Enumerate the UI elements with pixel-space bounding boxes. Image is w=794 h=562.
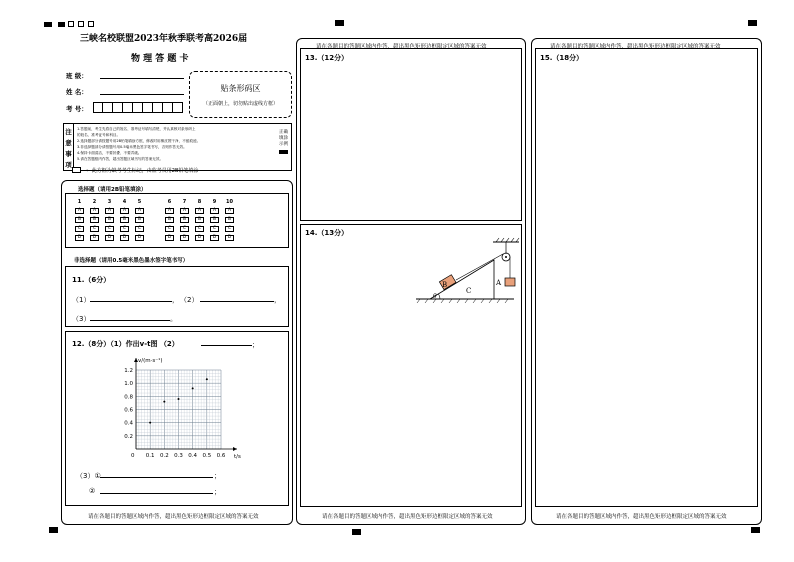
q11-blank2[interactable] — [200, 293, 274, 302]
option-bubble[interactable]: A — [90, 208, 99, 214]
q14-title: 14.（13分） — [305, 229, 349, 237]
y-tick-label: 0.2 — [124, 433, 133, 440]
label-theta: θ — [433, 293, 437, 300]
origin-label: 0 — [131, 453, 135, 459]
choice-number: 1 — [77, 199, 82, 205]
exam-title: 三峡名校联盟2023年秋季联考高2026届 — [80, 34, 248, 44]
position-mark — [58, 22, 65, 27]
option-bubble[interactable]: C — [120, 226, 129, 232]
position-mark — [44, 22, 52, 27]
graph-axes — [134, 358, 237, 451]
option-bubble[interactable]: D — [180, 235, 189, 241]
x-tick-label: 0.1 — [145, 453, 155, 459]
warning-text: 请在各题目的答题区域内作答，超出黑色矩形边框限定区域的答案无效 — [88, 514, 259, 520]
notice-side: 注 意 事 项 — [64, 124, 74, 170]
label-b: B — [442, 281, 448, 289]
option-bubble[interactable]: B — [75, 217, 84, 223]
q13-box — [300, 48, 522, 221]
option-bubble[interactable]: B — [180, 217, 189, 223]
x-axis-label: t/s — [234, 454, 241, 460]
option-bubble[interactable]: A — [165, 208, 174, 214]
y-axis-label: v/(m·s⁻¹) — [138, 358, 163, 364]
q13-title: 13.（12分） — [305, 54, 349, 62]
q15-box — [535, 48, 758, 507]
q11-blank3[interactable] — [90, 312, 170, 321]
position-mark — [49, 527, 58, 533]
x-tick-label: 0.3 — [174, 453, 183, 459]
option-bubble[interactable]: C — [105, 226, 114, 232]
data-point — [163, 401, 165, 403]
option-bubble[interactable]: B — [135, 217, 144, 223]
absent-label: ← 此方框为缺考考生标记，由监考员用2B铅笔填涂 — [86, 168, 199, 174]
option-bubble[interactable]: D — [120, 235, 129, 241]
label-c: C — [466, 287, 472, 295]
graph-ticks — [124, 368, 226, 459]
x-tick-label: 0.2 — [159, 453, 169, 459]
choice-number: 6 — [167, 199, 172, 205]
option-bubble[interactable]: D — [90, 235, 99, 241]
x-tick-label: 0.6 — [216, 453, 226, 459]
q12-semi2: ； — [214, 488, 221, 496]
q11-blank3-label: （3） — [72, 315, 91, 323]
class-label: 班 级： — [66, 72, 88, 80]
position-square — [68, 21, 74, 27]
graph-grid — [136, 370, 221, 449]
y-tick-label: 1.2 — [124, 368, 133, 374]
q12-title: 12.（8分）（1）作出v-t图 （2） — [72, 340, 179, 348]
option-bubble[interactable]: A — [135, 208, 144, 214]
q12-blank-3a[interactable] — [100, 469, 213, 478]
x-axis-arrow — [233, 447, 237, 451]
incline-figure — [398, 236, 523, 308]
data-point — [206, 378, 208, 380]
option-bubble[interactable]: D — [225, 235, 234, 241]
q11-sep2: ， — [274, 296, 281, 304]
q12-part3b-label: ② — [89, 487, 96, 495]
option-bubble[interactable]: C — [210, 226, 219, 232]
choice-number: 9 — [212, 199, 217, 205]
option-bubble[interactable]: A — [105, 208, 114, 214]
q12-part3-label: （3）① — [76, 472, 101, 480]
q11-blank1-label: （1） — [72, 296, 91, 304]
warning-text: 请在各题目的答题区域内作答，超出黑色矩形边框限定区域的答案无效 — [322, 514, 493, 520]
option-bubble[interactable]: B — [165, 217, 174, 223]
q11-title: 11.（6分） — [72, 276, 111, 284]
option-bubble[interactable]: C — [180, 226, 189, 232]
data-point — [192, 387, 194, 389]
option-bubble[interactable]: C — [90, 226, 99, 232]
y-tick-label: 0.6 — [124, 407, 133, 414]
option-bubble[interactable]: B — [120, 217, 129, 223]
position-mark — [748, 20, 757, 26]
card-title: 物 理 答 题 卡 — [131, 54, 189, 64]
warning-text: 请在各题目的答题区域内作答，超出黑色矩形边框限定区域的答案无效 — [316, 44, 487, 50]
q11-blank2-label: （2） — [180, 296, 199, 304]
name-field[interactable] — [100, 86, 184, 95]
nonchoice-heading: 非选择题（请用0.5毫米黑色墨水签字笔书写） — [74, 258, 189, 264]
option-bubble[interactable]: C — [195, 226, 204, 232]
exam-no-label: 考 号： — [66, 105, 88, 113]
choice-number: 8 — [197, 199, 202, 205]
option-bubble[interactable]: A — [225, 208, 234, 214]
notice-text: 1.答题前，考生先将自己的姓名、准考证号填写清楚，并认真核对条形码上 的姓名、准考证号和科目。 2.选择题部分请按题号用2B铅笔填涂方框，修改时用橡皮擦干净，不留痕迹。 3.非选择题部分请按题号用0.5毫米黑色签字笔书写，否则作答无效。 4.保持卡面清洁，不要折叠、不要弄破。 5.请在答题框内作答，超出答题区域书写的答案无效。 — [77, 127, 201, 161]
warning-text: 请在各题目的答题区域内作答，超出黑色矩形边框限定区域的答案无效 — [556, 514, 727, 520]
position-mark — [335, 20, 344, 26]
choice-number: 5 — [137, 199, 142, 205]
q11-end: 。 — [170, 315, 177, 323]
option-bubble[interactable]: A — [75, 208, 84, 214]
option-bubble[interactable]: D — [135, 235, 144, 241]
position-mark — [751, 527, 760, 533]
q12-semi1: ； — [214, 472, 221, 480]
data-point — [178, 398, 180, 400]
option-bubble[interactable]: B — [195, 217, 204, 223]
option-bubble[interactable]: D — [195, 235, 204, 241]
option-bubble[interactable]: B — [210, 217, 219, 223]
q11-sep1: ， — [172, 296, 179, 304]
label-a: A — [496, 279, 502, 287]
choice-number: 3 — [107, 199, 112, 205]
option-bubble[interactable]: C — [135, 226, 144, 232]
option-bubble[interactable]: D — [105, 235, 114, 241]
option-bubble[interactable]: A — [210, 208, 219, 214]
option-bubble[interactable]: D — [75, 235, 84, 241]
y-tick-label: 0.4 — [124, 420, 133, 427]
q12-blank-2[interactable] — [201, 338, 252, 346]
q15-title: 15.（18分） — [540, 54, 584, 62]
notice-box — [63, 123, 292, 171]
barcode-area — [189, 71, 292, 118]
option-bubble[interactable]: A — [120, 208, 129, 214]
y-tick-label: 1.0 — [124, 381, 133, 388]
option-bubble[interactable]: B — [105, 217, 114, 223]
option-bubble[interactable]: A — [195, 208, 204, 214]
option-bubble[interactable]: A — [180, 208, 189, 214]
option-bubble[interactable]: B — [90, 217, 99, 223]
y-tick-label: 0.8 — [124, 394, 133, 401]
option-bubble[interactable]: D — [165, 235, 174, 241]
option-bubble[interactable]: C — [225, 226, 234, 232]
choice-number: 4 — [122, 199, 127, 205]
q12-end: ； — [252, 341, 259, 349]
class-field[interactable] — [100, 70, 184, 79]
exam-no-boxes[interactable] — [93, 102, 183, 113]
fill-example: 正确 填涂 示例 — [279, 130, 288, 154]
choice-number: 7 — [182, 199, 187, 205]
choice-number: 10 — [226, 199, 233, 205]
position-square — [88, 21, 94, 27]
vt-graph[interactable] — [108, 355, 248, 467]
position-mark — [352, 529, 361, 535]
barcode-note: （正面朝上，切勿贴出虚线方框） — [202, 101, 278, 107]
absent-checkbox[interactable] — [72, 167, 81, 173]
option-bubble[interactable]: C — [75, 226, 84, 232]
choice-number: 2 — [92, 199, 97, 205]
position-square — [78, 21, 84, 27]
warning-text: 请在各题目的答题区域内作答，超出黑色矩形边框限定区域的答案无效 — [550, 44, 721, 50]
q12-blank-3b[interactable] — [100, 485, 213, 494]
option-bubble[interactable]: D — [210, 235, 219, 241]
option-bubble[interactable]: C — [165, 226, 174, 232]
x-tick-label: 0.4 — [188, 453, 198, 459]
q11-blank1[interactable] — [90, 293, 172, 302]
x-tick-label: 0.5 — [202, 453, 212, 459]
data-point — [149, 422, 151, 424]
barcode-title: 贴条形码区 — [220, 84, 261, 93]
choice-heading: 选择题（请用2B铅笔填涂） — [78, 187, 147, 193]
name-label: 姓 名： — [66, 88, 88, 96]
option-bubble[interactable]: B — [225, 217, 234, 223]
